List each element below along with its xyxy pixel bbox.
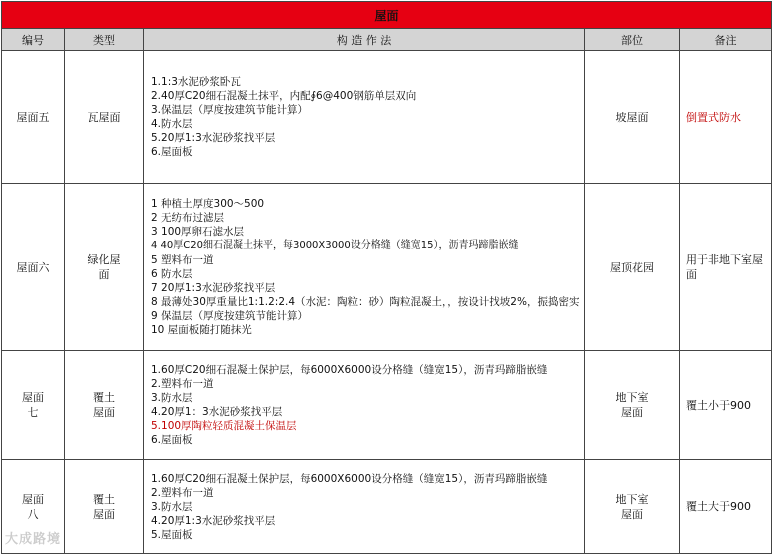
method-line: 4.防水层 (151, 118, 193, 130)
method-line: 6 防水层 (151, 268, 193, 280)
header-type: 类型 (65, 29, 144, 51)
table-row (2, 460, 772, 554)
header-row (2, 29, 772, 51)
row-method (144, 460, 585, 554)
row-method (144, 184, 585, 351)
method-line: 3.防水层 (151, 392, 193, 404)
row-code: 屋面五 (2, 51, 65, 184)
header-note: 备注 (680, 29, 772, 51)
row-code-text: 屋面七 (22, 391, 44, 419)
row-type (65, 184, 144, 351)
row-type: 瓦屋面 (65, 51, 144, 184)
method-line: 1.60厚C20细石混凝土保护层，每6000X6000设分格缝（缝宽15），沥青玛蹄脂嵌缝 (151, 364, 548, 376)
row-location-text: 地下室屋面 (615, 391, 649, 419)
method-line: 2 无纺布过滤层 (151, 212, 225, 224)
row-location (585, 351, 680, 460)
method-line: 2.40厚C20细石混凝土抹平，内配∮6@400钢筋单层双向 (151, 90, 417, 102)
row-note: 覆土小于900 (680, 351, 772, 460)
row-type-text: 覆土屋面 (93, 391, 115, 419)
method-line: 10 屋面板随打随抹光 (151, 324, 252, 336)
method-line: 4.20厚1：3水泥砂浆找平层 (151, 406, 283, 418)
method-line: 4 40厚C20细石混凝土抹平，每3000X3000设分格缝（缝宽15），沥青玛蹄脂嵌缝 (151, 240, 519, 251)
method-line: 5 塑料布一道 (151, 254, 214, 266)
method-line: 5.100厚陶粒轻质混凝土保温层 (151, 420, 297, 432)
row-type-text: 覆土屋面 (93, 492, 115, 521)
table-title: 屋面 (2, 2, 772, 29)
row-note: 覆土大于900 (680, 460, 772, 554)
method-line: 2.塑料布一道 (151, 486, 214, 499)
row-code-text: 屋面八 (22, 492, 44, 521)
method-line: 2.塑料布一道 (151, 378, 214, 390)
method-line: 9 保温层（厚度按建筑节能计算） (151, 310, 309, 322)
method-line: 7 20厚1:3水泥砂浆找平层 (151, 282, 276, 294)
method-line: 1.60厚C20细石混凝土保护层，每6000X6000设分格缝（缝宽15），沥青玛蹄脂嵌缝 (151, 472, 548, 485)
row-type-text: 绿化屋面 (87, 253, 121, 281)
method-line: 3.保温层（厚度按建筑节能计算） (151, 104, 309, 116)
table-row (2, 51, 772, 184)
row-location-text: 地下室屋面 (615, 492, 649, 521)
roof-construction-table (1, 1, 772, 554)
method-line: 1 种植土厚度300～500 (151, 198, 265, 210)
method-line: 5.20厚1:3水泥砂浆找平层 (151, 132, 276, 144)
table-row (2, 351, 772, 460)
method-line: 3 100厚卵石滤水层 (151, 226, 245, 238)
method-line: 6.屋面板 (151, 434, 193, 446)
row-note: 倒置式防水 (680, 51, 772, 184)
row-note: 用于非地下室屋面 (680, 184, 772, 351)
row-location: 屋顶花园 (585, 184, 680, 351)
row-location: 坡屋面 (585, 51, 680, 184)
method-line: 6.屋面板 (151, 146, 193, 158)
row-type (65, 460, 144, 554)
method-line: 3.防水层 (151, 500, 193, 513)
row-code (2, 351, 65, 460)
method-line: 5.屋面板 (151, 528, 193, 541)
method-line: 1.1:3水泥砂浆卧瓦 (151, 76, 241, 88)
watermark: 大成路境 (5, 532, 62, 547)
row-code (2, 460, 65, 554)
row-code: 屋面六 (2, 184, 65, 351)
header-code: 编号 (2, 29, 65, 51)
row-location (585, 460, 680, 554)
row-method (144, 351, 585, 460)
method-line: 8 最薄处30厚重量比1:1.2:2.4（水泥：陶粒：砂）陶粒混凝土，，按设计找坡2%，振捣密实 (151, 296, 580, 308)
row-type (65, 351, 144, 460)
header-location: 部位 (585, 29, 680, 51)
method-line: 4.20厚1:3水泥砂浆找平层 (151, 514, 276, 527)
header-method: 构 造 作 法 (144, 29, 585, 51)
row-method (144, 51, 585, 184)
table-row (2, 184, 772, 351)
